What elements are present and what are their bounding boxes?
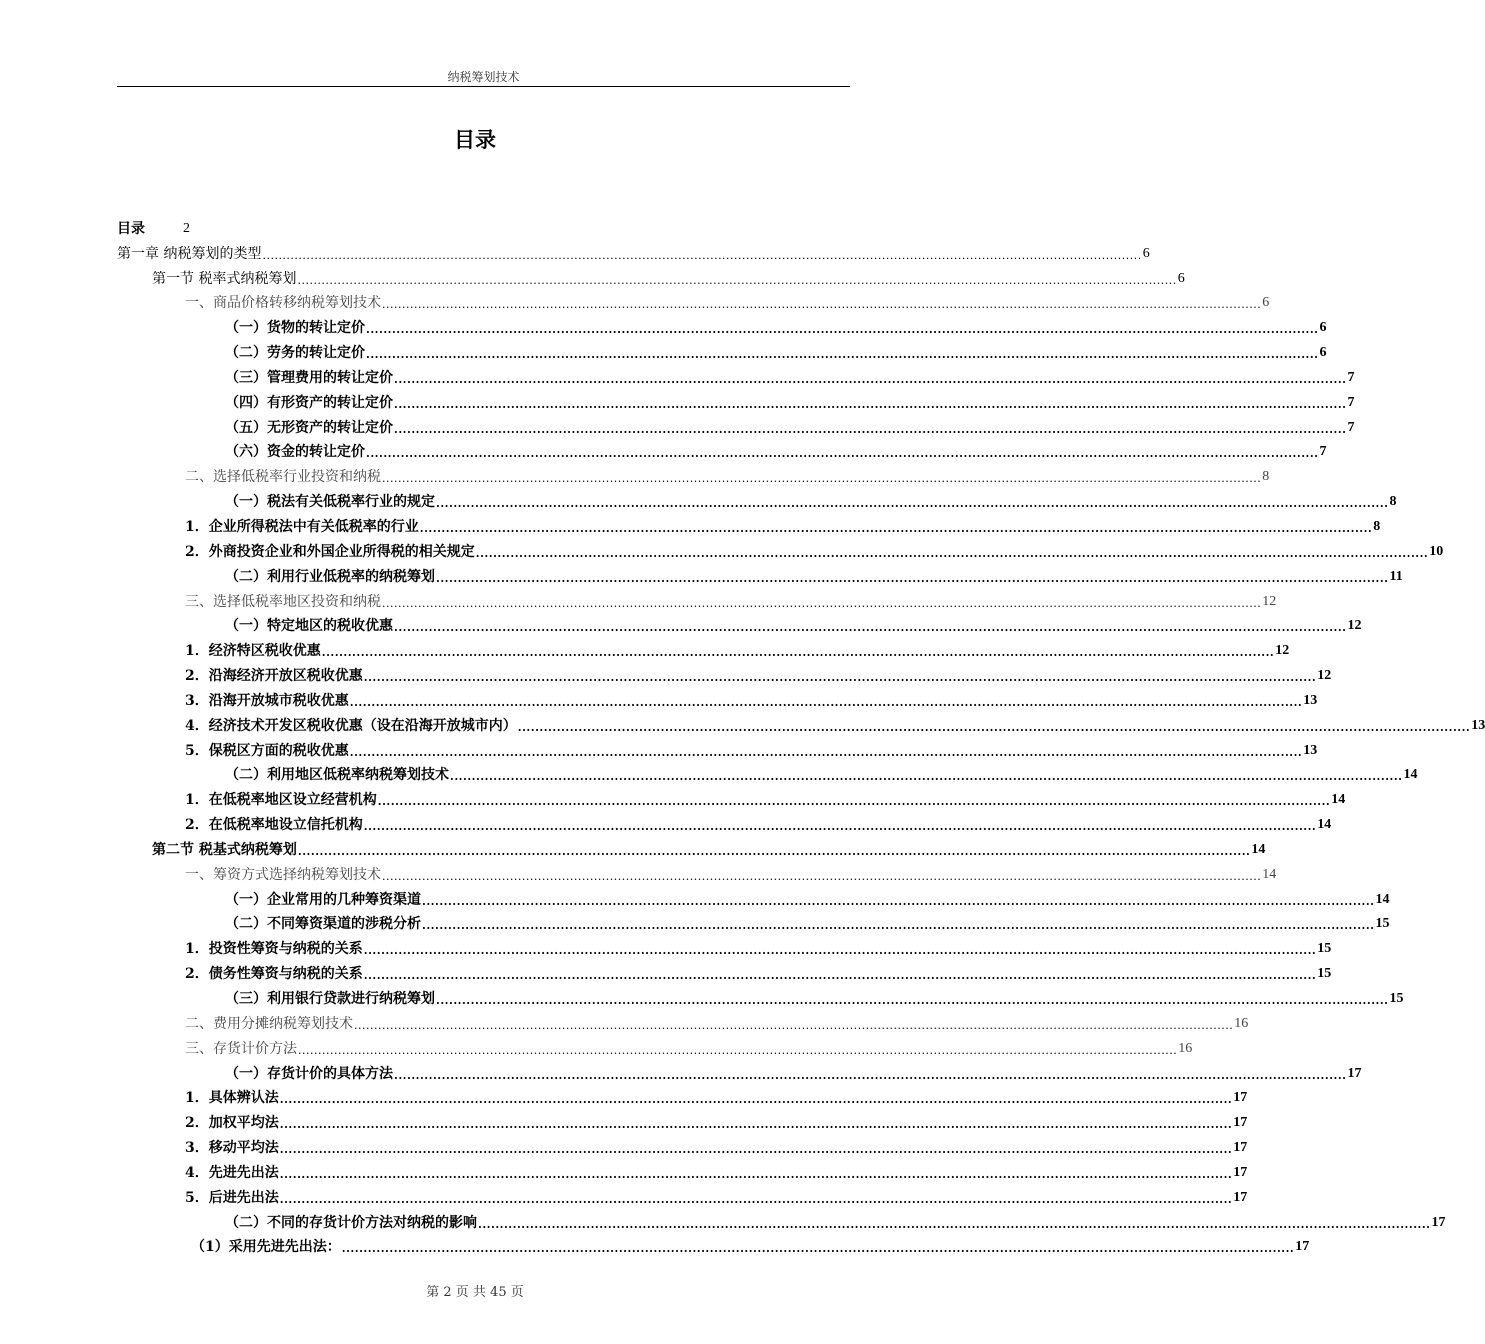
toc-dot-leader: ............................................................................................................................................................................................................................ [394,1068,1347,1082]
toc-entry-label: 2．加权平均法 [185,1115,279,1132]
toc-entry-page: 14 [1403,767,1418,783]
toc-entry-page: 16 [1234,1015,1249,1031]
toc-entry[interactable] [117,1232,1310,1257]
toc-dot-leader: ............................................................................................................................................................................................................................ [279,1167,1233,1181]
toc-entry[interactable] [117,784,1346,809]
toc-entry-label: （一）特定地区的税收优惠 [225,618,393,635]
document-title: 目录 [454,128,496,152]
toc-entry-page: 7 [1347,394,1355,410]
toc-entry[interactable] [117,859,1277,884]
toc-dot-leader: ............................................................................................................................................................................................................................ [363,820,1317,834]
toc-entry-page: 17 [1233,1189,1248,1205]
toc-entry-page: 12 [1275,643,1290,659]
toc-entry-label: 3．沿海开放城市税收优惠 [185,692,349,709]
toc-entry[interactable] [117,611,1362,636]
toc-entry-page: 7 [1319,444,1327,460]
toc-entry-label: 1．具体辨认法 [185,1090,279,1107]
toc-entry-label: 4．先进先出法 [185,1164,279,1181]
toc-dot-leader: ............................................................................................................................................................................................................................ [394,397,1347,411]
toc-entry[interactable] [117,685,1318,710]
toc-entry-page: 10 [1429,543,1444,559]
toc-dot-leader: ............................................................................................................................................................................................................................ [450,770,1403,784]
toc-entry[interactable] [117,337,1327,362]
toc-entry[interactable] [117,983,1404,1008]
toc-entry[interactable] [117,1008,1249,1033]
toc-dot-leader: ............................................................................................................................................................................................................................ [297,844,1251,858]
toc-entry[interactable] [117,809,1332,834]
toc-entry[interactable] [117,437,1327,462]
toc-entry-page: 14 [1375,891,1390,907]
toc-entry-page: 17 [1233,1164,1248,1180]
toc-entry-page: 15 [1375,916,1390,932]
toc-entry-label: （一）存货计价的具体方法 [225,1065,393,1082]
toc-dot-leader: ............................................................................................................................................................................................................................ [279,1192,1233,1206]
toc-dot-leader: ............................................................................................................................................................................................................................ [394,422,1347,436]
toc-entry-page: 7 [1347,419,1355,435]
toc-entry-page: 6 [1319,345,1327,361]
toc-entry[interactable] [117,288,1270,313]
toc-entry-page: 15 [1317,966,1332,982]
header-rule [117,86,850,87]
toc-entry-page: 8 [1389,494,1397,510]
toc-entry[interactable] [117,238,1150,263]
toc-dot-leader: ............................................................................................................................................................................................................................ [363,969,1317,983]
toc-entry-label: 1．在低税率地区设立经营机构 [185,792,377,809]
toc-entry-label: （二）不同筹资渠道的涉税分析 [225,916,421,933]
toc-entry[interactable] [117,660,1332,685]
toc-entry-page: 12 [1262,593,1277,609]
toc-entry-label: 2．沿海经济开放区税收优惠 [185,668,363,685]
toc-entry-page: 17 [1233,1140,1248,1156]
toc-entry-page: 13 [1303,742,1318,758]
toc-dot-leader: ............................................................................................................................................................................................................................ [419,521,1373,535]
toc-entry[interactable] [117,511,1381,536]
toc-dot-leader: ............................................................................................................................................................................................................................ [279,1093,1233,1107]
toc-entry-page: 6 [1262,295,1270,311]
toc-entry[interactable] [117,1157,1248,1182]
toc-entry-label: （二）不同的存货计价方法对纳税的影响 [225,1214,477,1231]
toc-dot-leader: ............................................................................................................................................................................................................................ [422,894,1375,908]
toc-entry-page: 11 [1389,568,1403,584]
toc-entry-page: 13 [1471,717,1485,733]
toc-entry-page: 14 [1317,817,1332,833]
toc-entry[interactable] [117,461,1270,486]
toc-entry-label: （一）货物的转让定价 [225,320,365,337]
toc-dot-leader: ............................................................................................................................................................................................................................ [298,1043,1178,1057]
toc-dot-leader: ............................................................................................................................................................................................................................ [377,795,1331,809]
toc-entry-label: 1．经济特区税收优惠 [185,643,321,660]
toc-entry-label: 一、筹资方式选择纳税筹划技术 [185,866,381,883]
toc-entry[interactable] [117,1132,1248,1157]
toc-entry[interactable] [117,884,1390,909]
toc-dot-leader: ............................................................................................................................................................................................................................ [394,372,1347,386]
toc-entry-page: 12 [1347,618,1362,634]
toc-entry-label: （六）资金的转让定价 [225,444,365,461]
toc-dot-leader: ............................................................................................................................................................................................................................ [475,546,1429,560]
toc-entry[interactable] [117,1033,1193,1058]
toc-dot-leader: ............................................................................................................................................................................................................................ [366,447,1319,461]
toc-entry-label: 二、选择低税率行业投资和纳税 [185,469,381,486]
toc-entry-page: 14 [1331,792,1346,808]
toc-entry-page: 17 [1431,1214,1446,1230]
page-footer: 第 2 页 共 45 页 [426,1285,524,1300]
toc-entry-page: 6 [1177,270,1185,286]
toc-entry-page: 2 [183,220,190,236]
toc-entry-page: 7 [1347,369,1355,385]
toc-entry[interactable] [117,933,1332,958]
toc-entry[interactable] [117,735,1318,760]
toc-entry[interactable] [117,312,1327,337]
toc-entry-label: （三）利用银行贷款进行纳税筹划 [225,991,435,1007]
toc-entry-page: 17 [1233,1115,1248,1131]
toc-dot-leader: ............................................................................................................................................................................................................................ [349,745,1303,759]
toc-dot-leader: ............................................................................................................................................................................................................................ [436,571,1389,585]
toc-entry-label: 三、存货计价方法 [185,1040,297,1057]
toc-entry[interactable] [117,1182,1248,1207]
toc-entry-label: 5．保税区方面的税收优惠 [185,742,349,759]
toc-entry-page: 6 [1319,320,1327,336]
toc-entry[interactable] [117,486,1397,511]
toc-entry-label: （1）采用先进先出法： [191,1239,341,1256]
toc-entry-label: （三）管理费用的转让定价 [225,369,393,386]
toc-entry-label: （四）有形资产的转让定价 [225,394,393,411]
toc-entry[interactable] [117,536,1444,561]
toc-dot-leader: ............................................................................................................................................................................................................................ [382,472,1262,486]
toc-entry[interactable] [117,635,1290,660]
toc-entry-page: 14 [1251,841,1266,857]
toc-entry-label: （二）劳务的转让定价 [225,345,365,362]
toc-entry-label: 2．在低税率地设立信托机构 [185,817,363,834]
toc-entry[interactable] [117,362,1355,387]
toc-dot-leader: ............................................................................................................................................................................................................................ [321,646,1275,660]
toc-entry[interactable] [117,561,1403,586]
toc-entry-label: 5．后进先出法 [185,1189,279,1206]
toc-dot-leader: ............................................................................................................................................................................................................................ [349,695,1303,709]
page-header: 纳税筹划技术 [447,70,520,84]
toc-dot-leader: ............................................................................................................................................................................................................................ [382,298,1262,312]
toc-entry-page: 16 [1178,1040,1193,1056]
toc-entry-page: 15 [1317,941,1332,957]
toc-dot-leader: ............................................................................................................................................................................................................................ [354,1018,1234,1032]
toc-entry-label: 4．经济技术开发区税收优惠（设在沿海开放城市内） [185,717,517,734]
toc-entry-page: 6 [1142,245,1150,261]
toc-entry-label: 1．投资性筹资与纳税的关系 [185,941,363,958]
toc-dot-leader: ............................................................................................................................................................................................................................ [478,1217,1431,1231]
toc-dot-leader: ............................................................................................................................................................................................................................ [436,994,1389,1007]
toc-entry[interactable] [117,1083,1248,1108]
toc-entry[interactable] [117,1207,1446,1232]
toc-entry-page: 17 [1347,1065,1362,1081]
toc-entry-label: 一、商品价格转移纳税筹划技术 [185,295,381,312]
toc-dot-leader: ............................................................................................................................................................................................................................ [366,323,1319,337]
toc-entry-page: 8 [1262,469,1270,485]
toc-dot-leader: ............................................................................................................................................................................................................................ [422,919,1375,933]
toc-dot-leader: ............................................................................................................................................................................................................................ [436,497,1389,511]
toc-entry-label: 目录 [117,220,145,237]
toc-entry-label: 第一节 税率式纳税筹划 [152,270,297,287]
toc-entry-page: 13 [1303,692,1318,708]
toc-entry-label: 第一章 纳税筹划的类型 [117,245,262,262]
toc-dot-leader: ............................................................................................................................................................................................................................ [279,1143,1233,1157]
toc-entry-contents[interactable] [117,213,850,238]
toc-entry-label: （一）企业常用的几种筹资渠道 [225,891,421,908]
toc-dot-leader: ............................................................................................................................................................................................................................ [363,944,1317,958]
toc-entry-label: 3．移动平均法 [185,1140,279,1157]
toc-entry-page: 8 [1373,518,1381,534]
toc-entry[interactable] [117,958,1332,983]
toc-entry[interactable] [117,387,1355,412]
toc-entry[interactable] [117,586,1277,611]
toc-entry-label: 二、费用分摊纳税筹划技术 [185,1015,353,1032]
toc-entry-page: 12 [1317,668,1332,684]
toc-entry-page: 17 [1295,1239,1310,1255]
toc-entry[interactable] [117,1058,1362,1083]
toc-entry-label: 2．债务性筹资与纳税的关系 [185,966,363,983]
toc-entry-page: 14 [1262,866,1277,882]
toc-dot-leader: ............................................................................................................................................................................................................................ [341,1242,1295,1256]
toc-dot-leader: ............................................................................................................................................................................................................................ [394,621,1347,635]
toc-entry[interactable] [117,263,1185,288]
toc-dot-leader: ............................................................................................................................................................................................................................ [262,248,1142,262]
toc-entry[interactable] [117,909,1390,934]
toc-entry-page: 15 [1389,991,1404,1006]
toc-dot-leader: ............................................................................................................................................................................................................................ [363,671,1317,685]
toc-dot-leader: ............................................................................................................................................................................................................................ [517,720,1471,734]
toc-entry[interactable] [117,760,1418,785]
toc-entry-label: 2．外商投资企业和外国企业所得税的相关规定 [185,543,475,560]
toc-entry[interactable] [117,412,1355,437]
toc-dot-leader: ............................................................................................................................................................................................................................ [382,596,1262,610]
table-of-contents [117,213,1485,1256]
toc-entry[interactable] [117,710,1485,735]
toc-dot-leader: ............................................................................................................................................................................................................................ [297,273,1177,287]
toc-entry[interactable] [117,834,1266,859]
toc-entry-label: （二）利用行业低税率的纳税筹划 [225,568,435,585]
toc-entry-label: 第二节 税基式纳税筹划 [152,841,297,858]
toc-entry[interactable] [117,1107,1248,1132]
toc-entry-label: （五）无形资产的转让定价 [225,419,393,436]
toc-entry-label: 1．企业所得税法中有关低税率的行业 [185,518,419,535]
toc-entry-page: 17 [1233,1090,1248,1106]
toc-dot-leader: ............................................................................................................................................................................................................................ [279,1118,1233,1132]
toc-entry-label: （二）利用地区低税率纳税筹划技术 [225,767,449,784]
toc-dot-leader: ............................................................................................................................................................................................................................ [382,869,1262,883]
toc-entry-label: （一）税法有关低税率行业的规定 [225,494,435,511]
toc-dot-leader: ............................................................................................................................................................................................................................ [366,348,1319,362]
toc-entry-label: 三、选择低税率地区投资和纳税 [185,593,381,610]
